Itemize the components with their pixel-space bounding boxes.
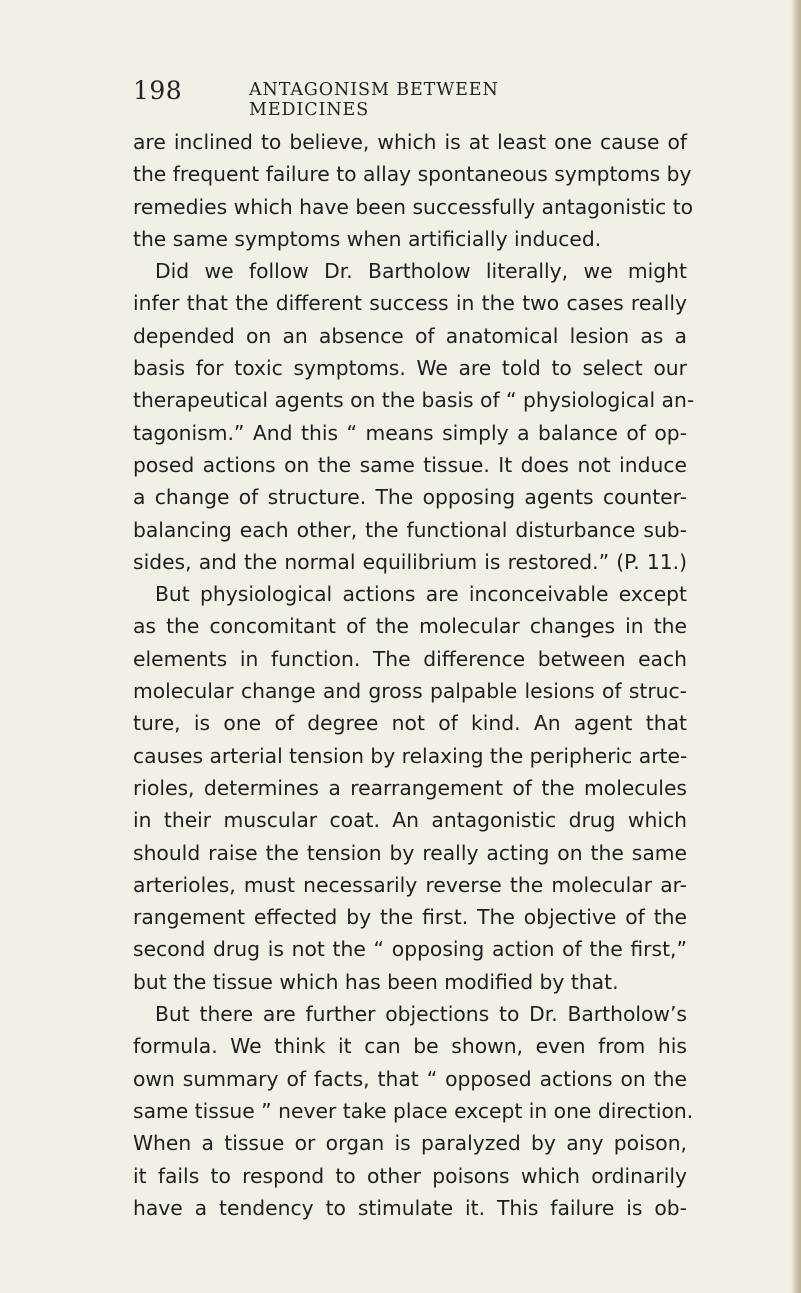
text-line: own summary of facts, that “ opposed actions on the [133,1066,687,1091]
text-line: balancing each other, the functional disturbance sub- [133,517,687,542]
text-line: remedies which have been successfully antagonistic to [133,194,694,219]
text-line: sides, and the normal equilibrium is restored.” (P. 11.) [133,549,687,574]
text-line: molecular change and gross palpable lesions of struc- [133,679,687,704]
text-line: as the concomitant of the molecular changes in the [133,614,687,639]
text-line: infer that the different success in the two cases really [133,291,687,316]
text-line: formula. We think it can be shown, even from his [133,1034,687,1059]
text-line: tagonism.” And this “ means simply a balance of op- [133,420,687,445]
body-text [133,126,695,1224]
page-edge-shadow [791,0,801,1293]
text-line: a change of structure. The opposing agents counter- [133,485,687,510]
text-line: it fails to respond to other poisons which ordinarily [133,1163,687,1188]
page-header [133,76,613,120]
text-line: are inclined to believe, which is at least one cause of [133,130,687,154]
text-line: the same symptoms when artificially induced. [133,226,602,251]
text-line: same tissue ” never take place except in one direction. [133,1098,694,1123]
text-line: therapeutical agents on the basis of “ physiological an- [133,388,695,413]
text-line: in their muscular coat. An antagonistic drug which [133,808,687,833]
paragraph-start-line: Did we follow Dr. Bartholow literally, we might [155,259,687,284]
text-line: should raise the tension by really acting on the same [133,840,687,865]
text-line: ture, is one of degree not of kind. An agent that [133,711,687,736]
text-line: basis for toxic symptoms. We are told to select our [133,356,687,381]
text-line: have a tendency to stimulate it. This failure is ob- [133,1195,687,1220]
paragraph-start-line: But there are further objections to Dr. Bartholow’s [155,1002,687,1027]
text-line: When a tissue or organ is paralyzed by any poison, [133,1131,687,1156]
text-line: rangement effected by the first. The objective of the [133,905,687,930]
text-line: posed actions on the same tissue. It does not induce [133,452,687,477]
text-line: arterioles, must necessarily reverse the molecular ar- [133,872,687,897]
text-line: but the tissue which has been modified by that. [133,969,619,994]
text-line: causes arterial tension by relaxing the peripheric arte- [133,743,688,768]
paragraph-start-line: But physiological actions are inconceivable except [155,582,687,607]
text-line: the frequent failure to allay spontaneous symptoms by [133,162,692,187]
running-head: ANTAGONISM BETWEEN MEDICINES [249,80,499,120]
text-line: elements in function. The difference between each [133,646,687,671]
text-line: rioles, determines a rearrangement of the molecules [133,775,687,800]
text-line: depended on an absence of anatomical lesion as a [133,323,687,348]
page-number: 198 [133,76,183,105]
text-line: second drug is not the “ opposing action of the first,” [133,937,687,962]
